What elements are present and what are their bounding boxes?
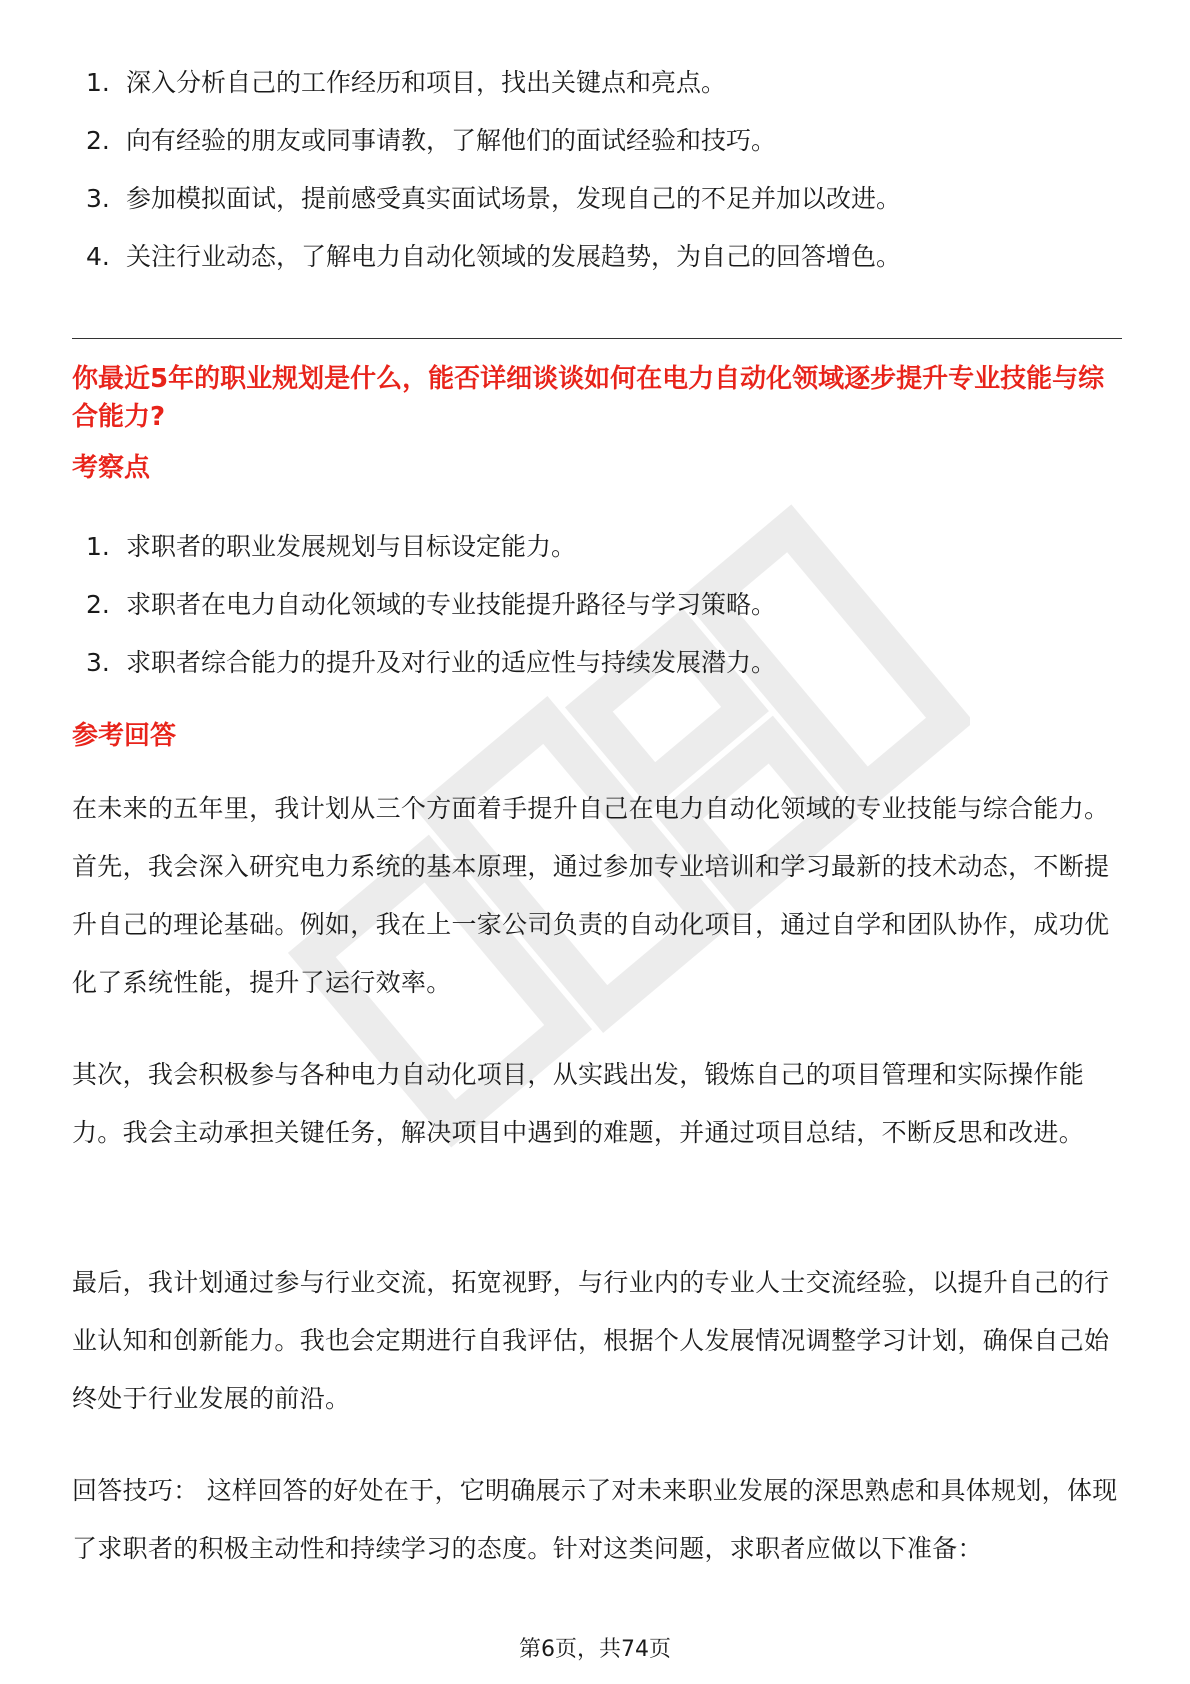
list-text: 深入分析自己的工作经历和项目，找出关键点和亮点。 (126, 68, 727, 97)
page-footer: 第6页，共74页 (519, 1637, 671, 1662)
tips-list (72, 66, 901, 298)
points-heading: 考察点 (72, 453, 151, 483)
list-item (72, 530, 776, 588)
list-number: 2. (86, 590, 110, 619)
list-text: 求职者的职业发展规划与目标设定能力。 (126, 532, 577, 561)
list-number: 1. (86, 68, 110, 97)
points-list (72, 530, 776, 704)
list-item (72, 66, 901, 124)
answer-paragraph: 其次，我会积极参与各种电力自动化项目，从实践出发，锻炼自己的项目管理和实际操作能力。我会主动承担关键任务，解决项目中遇到的难题，并通过项目总结，不断反思和改进。 (72, 1060, 1085, 1147)
list-text: 求职者综合能力的提升及对行业的适应性与持续发展潜力。 (126, 648, 777, 677)
list-text: 关注行业动态，了解电力自动化领域的发展趋势，为自己的回答增色。 (126, 242, 902, 271)
list-number: 4. (86, 242, 110, 271)
list-text: 参加模拟面试，提前感受真实面试场景，发现自己的不足并加以改进。 (126, 184, 902, 213)
list-number: 1. (86, 532, 110, 561)
document-page (72, 0, 1122, 1684)
tips-paragraph: 回答技巧： 这样回答的好处在于，它明确展示了对未来职业发展的深思熟虑和具体规划，体现了求职者的积极主动性和持续学习的态度。针对这类问题，求职者应做以下准备： (72, 1476, 1118, 1563)
list-text: 求职者在电力自动化领域的专业技能提升路径与学习策略。 (126, 590, 777, 619)
section-divider (72, 338, 1122, 339)
list-item (72, 182, 901, 240)
question-title: 你最近5年的职业规划是什么，能否详细谈谈如何在电力自动化领域逐步提升专业技能与综合能力? (72, 364, 1105, 432)
answer-paragraph: 在未来的五年里，我计划从三个方面着手提升自己在电力自动化领域的专业技能与综合能力。首先，我会深入研究电力系统的基本原理，通过参加专业培训和学习最新的技术动态，不断提升自己的理论基础。例如，我在上一家公司负责的自动化项目，通过自学和团队协作，成功优化了系统性能，提升了运行效率。 (72, 794, 1110, 997)
list-number: 3. (86, 648, 110, 677)
answer-heading: 参考回答 (72, 721, 177, 751)
list-item (72, 124, 901, 182)
list-item (72, 240, 901, 298)
list-number: 2. (86, 126, 110, 155)
list-number: 3. (86, 184, 110, 213)
list-item (72, 588, 776, 646)
list-text: 向有经验的朋友或同事请教，了解他们的面试经验和技巧。 (126, 126, 777, 155)
list-item (72, 646, 776, 704)
answer-paragraph: 最后，我计划通过参与行业交流，拓宽视野，与行业内的专业人士交流经验，以提升自己的行业认知和创新能力。我也会定期进行自我评估，根据个人发展情况调整学习计划，确保自己始终处于行业发展的前沿。 (72, 1268, 1110, 1413)
